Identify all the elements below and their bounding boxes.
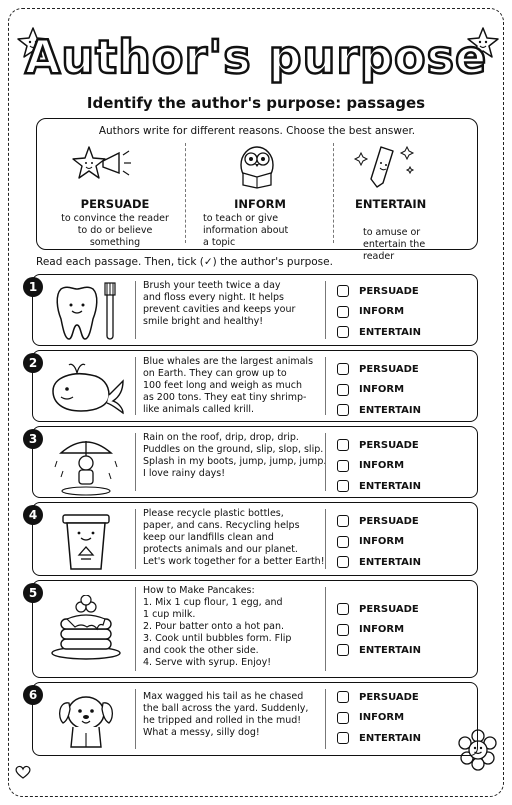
passage-2 <box>28 350 478 422</box>
whale-icon <box>43 355 129 421</box>
divider <box>135 357 136 415</box>
category-description: to amuse or entertain the reader <box>363 227 426 262</box>
category-name: INFORM <box>234 197 286 211</box>
option-label: INFORM <box>359 624 405 636</box>
answer-options <box>337 435 421 497</box>
checkbox[interactable] <box>337 556 349 568</box>
option-entertain[interactable] <box>337 476 421 497</box>
answer-options <box>337 281 421 343</box>
category-inform <box>197 143 337 247</box>
page-title: Author's purpose <box>24 30 488 84</box>
checkbox[interactable] <box>337 384 349 396</box>
option-label: INFORM <box>359 384 405 396</box>
option-label: PERSUADE <box>359 515 419 527</box>
checkbox[interactable] <box>337 326 349 338</box>
option-inform[interactable] <box>337 532 421 553</box>
option-persuade[interactable] <box>337 511 421 532</box>
answer-options <box>337 511 421 573</box>
answer-options <box>337 359 421 421</box>
option-persuade[interactable] <box>337 281 421 302</box>
passage-number: 6 <box>23 685 43 705</box>
heart-icon <box>14 764 32 780</box>
intro-text: Authors write for different reasons. Choose the best answer. <box>98 125 416 137</box>
checkbox[interactable] <box>337 691 349 703</box>
checkbox[interactable] <box>337 644 349 656</box>
option-persuade[interactable] <box>337 435 421 456</box>
passage-text: Rain on the roof, drip, drop, drip. Puddles on the ground, slip, slop, slip. Splash in my boots, jump, jump, jump. I love rainy days! <box>143 432 327 479</box>
option-entertain[interactable] <box>337 552 421 573</box>
option-label: PERSUADE <box>359 691 419 703</box>
option-label: PERSUADE <box>359 603 419 615</box>
checkbox[interactable] <box>337 460 349 472</box>
recycle-bin-icon <box>43 507 129 573</box>
option-label: ENTERTAIN <box>359 556 421 568</box>
option-label: PERSUADE <box>359 285 419 297</box>
passage-4 <box>28 502 478 576</box>
category-description: to teach or give information about a topic <box>203 213 289 248</box>
option-persuade[interactable] <box>337 599 421 620</box>
answer-options <box>337 687 421 749</box>
option-label: ENTERTAIN <box>359 480 421 492</box>
checkbox[interactable] <box>337 732 349 744</box>
divider <box>135 689 136 749</box>
puppy-icon <box>43 687 129 753</box>
option-label: INFORM <box>359 460 405 472</box>
pencil-sparkle-icon <box>351 143 421 189</box>
category-description: to convince the reader to do or believe something <box>61 213 169 248</box>
option-label: INFORM <box>359 306 405 318</box>
option-inform[interactable] <box>337 708 421 729</box>
passage-6 <box>28 682 478 756</box>
option-inform[interactable] <box>337 380 421 401</box>
checkbox[interactable] <box>337 285 349 297</box>
checkbox[interactable] <box>337 306 349 318</box>
checkbox[interactable] <box>337 439 349 451</box>
checkbox[interactable] <box>337 363 349 375</box>
checkbox[interactable] <box>337 404 349 416</box>
category-name: ENTERTAIN <box>355 197 427 211</box>
divider <box>325 689 326 749</box>
divider <box>135 281 136 339</box>
page-subtitle: Identify the author's purpose: passages <box>86 94 426 112</box>
option-entertain[interactable] <box>337 322 421 343</box>
divider <box>135 509 136 569</box>
option-label: ENTERTAIN <box>359 732 421 744</box>
divider <box>325 357 326 415</box>
passage-number: 1 <box>23 277 43 297</box>
passage-1 <box>28 274 478 346</box>
option-inform[interactable] <box>337 456 421 477</box>
checkbox[interactable] <box>337 536 349 548</box>
divider <box>333 143 334 243</box>
megaphone-star-icon <box>65 143 135 189</box>
passage-text: Please recycle plastic bottles, paper, and cans. Recycling helps keep our landfills clean and protects animals and our planet. Let's work together for a better Earth! <box>143 508 325 567</box>
instructions: Read each passage. Then, tick (✓) the author's purpose. <box>36 256 333 268</box>
divider <box>325 433 326 491</box>
passage-text: Blue whales are the largest animals on Earth. They can grow up to 100 feet long and weigh as much as 200 tons. They eat tiny shrimp- like animals called krill. <box>143 356 314 415</box>
tooth-toothbrush-icon <box>43 279 129 345</box>
option-persuade[interactable] <box>337 687 421 708</box>
checkbox[interactable] <box>337 480 349 492</box>
passage-text: Max wagged his tail as he chased the ball across the yard. Suddenly, he tripped and rolled in the mud! What a messy, silly dog! <box>143 691 309 738</box>
divider <box>325 281 326 339</box>
child-umbrella-icon <box>43 431 129 497</box>
option-label: PERSUADE <box>359 439 419 451</box>
divider <box>325 587 326 671</box>
passage-number: 2 <box>23 353 43 373</box>
passage-text: How to Make Pancakes: 1. Mix 1 cup flour, 1 egg, and 1 cup milk. 2. Pour batter onto a hot pan. 3. Cook until bubbles form. Flip and cook the other side. 4. Serve with syrup. Enjoy! <box>143 585 292 668</box>
option-persuade[interactable] <box>337 359 421 380</box>
option-label: ENTERTAIN <box>359 404 421 416</box>
option-inform[interactable] <box>337 620 421 641</box>
category-entertain <box>343 143 483 262</box>
option-entertain[interactable] <box>337 400 421 421</box>
option-entertain[interactable] <box>337 728 421 749</box>
option-entertain[interactable] <box>337 640 421 661</box>
option-label: INFORM <box>359 536 405 548</box>
divider <box>185 143 186 243</box>
checkbox[interactable] <box>337 603 349 615</box>
option-inform[interactable] <box>337 302 421 323</box>
option-label: ENTERTAIN <box>359 644 421 656</box>
divider <box>325 509 326 569</box>
passage-5 <box>28 580 478 678</box>
passage-number: 5 <box>23 583 43 603</box>
passage-number: 4 <box>23 505 43 525</box>
checkbox[interactable] <box>337 712 349 724</box>
passage-3 <box>28 426 478 498</box>
category-persuade <box>45 143 185 247</box>
answer-options <box>337 599 421 661</box>
divider <box>135 587 136 671</box>
option-label: ENTERTAIN <box>359 326 421 338</box>
option-label: PERSUADE <box>359 363 419 375</box>
divider <box>135 433 136 491</box>
category-name: PERSUADE <box>80 197 150 211</box>
passage-text: Brush your teeth twice a day and floss every night. It helps prevent cavities and keeps your smile bright and healthy! <box>143 280 296 327</box>
passage-number: 3 <box>23 429 43 449</box>
checkbox[interactable] <box>337 624 349 636</box>
checkbox[interactable] <box>337 515 349 527</box>
owl-book-icon <box>233 143 303 189</box>
option-label: INFORM <box>359 712 405 724</box>
pancakes-icon <box>43 595 129 661</box>
